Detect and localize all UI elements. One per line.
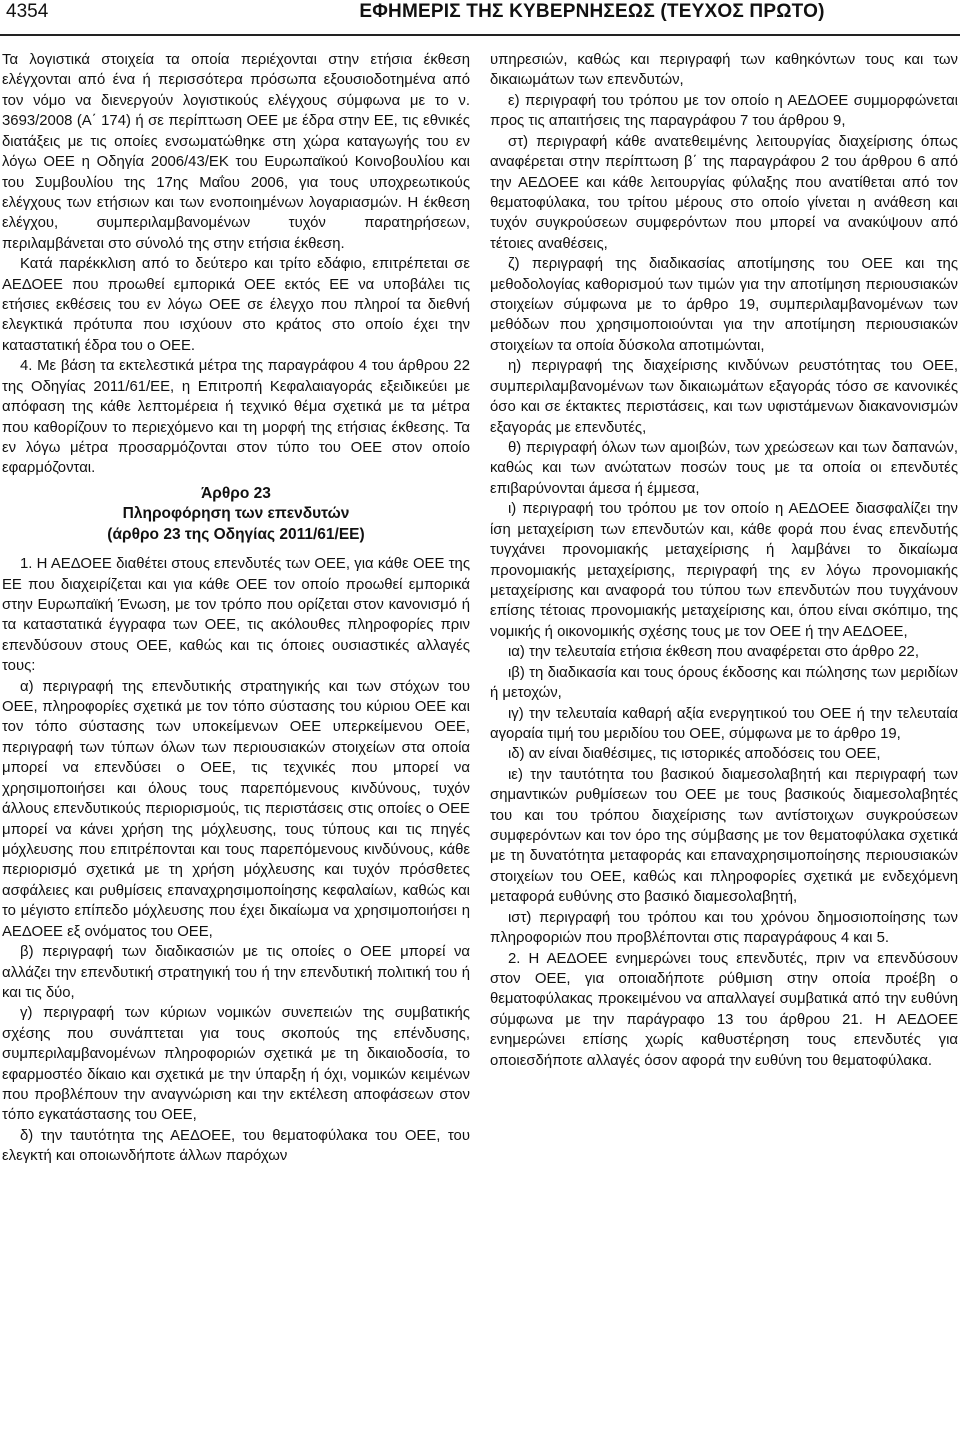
- paragraph: δ) την ταυτότητα της ΑΕΔΟΕΕ, του θεματοφύλακα του ΟΕΕ, του ελεγκτή και οποιωνδήποτε άλλων παρόχων: [2, 1127, 470, 1165]
- gazette-title: ΕΦΗΜΕΡΙΣ ΤΗΣ ΚΥΒΕΡΝΗΣΕΩΣ (ΤΕΥΧΟΣ ΠΡΩΤΟ): [359, 1, 825, 22]
- paragraph: ιστ) περιγραφή του τρόπου και του χρόνου δημοσιοποίησης των πληροφοριών που προβλέπονται στις παραγράφους 4 και 5.: [490, 909, 958, 947]
- article-heading: [2, 484, 470, 545]
- right-column: [490, 50, 958, 1071]
- paragraph: α) περιγραφή της επενδυτικής στρατηγικής και των στόχων του ΟΕΕ, πληροφορίες σχετικά με τον τόπο σύστασης του κύριου ΟΕΕ και τον τόπο σύστασης των υποκείμενων ΟΕΕ υπερκείμενου ΟΕΕ, περιγραφή των τύπων όλων των περιουσιακών στοιχείων στα οποία μπορεί να επενδύσει ο ΟΕΕ, τις τεχνικές που μπορεί να χρησιμοποιήσει και όλους τους παρεπόμενους κινδύνους, τυχόν άλλους επενδυτικούς περιορισμούς, τις περιστάσεις στις οποίες ο ΟΕΕ μπορεί να κάνει χρήση της μόχλευσης, τους τύπους και τις πηγές μόχλευσης που επιτρέπονται και τους παρεπόμενους κινδύνους, κάθε περιορισμό σχετικά με τη χρήση μόχλευσης και τυχόν πρόσθετες ασφάλειες και ρυθμίσεις επαναχρησιμοποίησης κεφαλαίων, καθώς και το μέγιστο επίπεδο μόχλευσης που έχει δικαίωμα να χρησιμοποιήσει η ΑΕΔΟΕΕ εξ ονόματος του ΟΕΕ,: [2, 678, 470, 940]
- article-source: (άρθρο 23 της Οδηγίας 2011/61/ΕΕ): [107, 525, 365, 543]
- paragraph: στ) περιγραφή κάθε ανατεθειμένης λειτουργίας διαχείρισης όπως αναφέρεται στην περίπτωση β΄ της παραγράφου 2 του άρθρου 6 από την ΑΕΔΟΕΕ και κάθε λειτουργίας φύλαξης που ανατίθεται από τον θεματοφύλακα, του τρίτου μέρους στο οποίο γίνεται η ανάθεση και τυχόν συγκρούσεων συμφερόντων που μπορεί να ανακύψουν από τέτοιες αναθέσεις,: [490, 133, 958, 252]
- paragraph: ε) περιγραφή του τρόπου με τον οποίο η ΑΕΔΟΕΕ συμμορφώνεται προς τις απαιτήσεις της παραγράφου 7 του άρθρου 9,: [490, 92, 958, 130]
- paragraph: 4. Με βάση τα εκτελεστικά μέτρα της παραγράφου 4 του άρθρου 22 της Οδηγίας 2011/61/ΕΕ, η Επιτροπή Κεφαλαιαγοράς εξειδικεύει με απόφαση της κάθε λεπτομέρεια ή τεχνικό θέμα σχετικά με τα μέτρα που καθορίζουν το περιεχόμενο και τη μορφή της ετήσιας έκθεσης. Τα εν λόγω μέτρα προσαρμόζονται στον τύπο του ΟΕΕ στον οποίο εφαρμόζονται.: [2, 358, 470, 477]
- paragraph: ιβ) τη διαδικασία και τους όρους έκδοσης και πώλησης των μεριδίων ή μετοχών,: [490, 664, 958, 702]
- paragraph: Κατά παρέκκλιση από το δεύτερο και τρίτο εδάφιο, επιτρέπεται σε ΑΕΔΟΕΕ που προωθεί εμπορικά ΟΕΕ εκτός ΕΕ να υποβάλει τις ετήσιες εκθέσεις του εν λόγω ΟΕΕ σε έλεγχο που πληροί τα διεθνή ελεγκτικά πρότυπα που ισχύουν στο κράτος στο οποίο έχει την καταστατική έδρα του ο ΟΕΕ.: [2, 256, 470, 354]
- paragraph: θ) περιγραφή όλων των αμοιβών, των χρεώσεων και των δαπανών, καθώς και των ανώτατων ποσών τους με τα οποία οι επενδυτές επιβαρύνονται άμεσα ή έμμεσα,: [490, 440, 958, 497]
- paragraph: β) περιγραφή των διαδικασιών με τις οποίες ο ΟΕΕ μπορεί να αλλάζει την επενδυτική στρατηγική του ή την επενδυτική πολιτική του ή και τις δύο,: [2, 944, 470, 1001]
- paragraph: ια) την τελευταία ετήσια έκθεση που αναφέρεται στο άρθρο 22,: [508, 644, 919, 661]
- article-number: Άρθρο 23: [201, 484, 271, 502]
- left-column: [2, 50, 470, 1167]
- paragraph: υπηρεσιών, καθώς και περιγραφή των καθηκόντων τους και των δικαιωμάτων των επενδυτών,: [490, 52, 958, 89]
- paragraph: ιδ) αν είναι διαθέσιμες, τις ιστορικές αποδόσεις του ΟΕΕ,: [508, 746, 881, 763]
- paragraph: 1. Η ΑΕΔΟΕΕ διαθέτει στους επενδυτές των ΟΕΕ, για κάθε ΟΕΕ της ΕΕ που διαχειρίζεται και για κάθε ΟΕΕ τον οποίο προωθεί εμπορικά στην Ευρωπαϊκή Ένωση, με τον τρόπο που ορίζεται στον κανονισμό ή τα καταστατικά έγγραφα των ΟΕΕ, τις ακόλουθες πληροφορίες πριν επενδύσουν στους ΟΕΕ, καθώς και τις όποιες ουσιαστικές αλλαγές τους:: [2, 556, 470, 675]
- paragraph: ζ) περιγραφή της διαδικασίας αποτίμησης του ΟΕΕ και της μεθοδολογίας καθορισμού των τιμών για την αποτίμηση περιουσιακών στοιχείων σύμφωνα με το άρθρο 19, συμπεριλαμβανομένων των μεθόδων που χρησιμοποιούνται για την αποτίμηση περιουσιακών στοιχείων τα οποία δύσκολα αποτιμώνται,: [490, 256, 958, 354]
- page-number: 4354: [6, 1, 49, 22]
- paragraph: ι) περιγραφή του τρόπου με τον οποίο η ΑΕΔΟΕΕ διασφαλίζει την ίση μεταχείριση των επενδυτών και, κάθε φορά που ένας επενδυτής τυγχάνει προνομιακής μεταχείρισης ή λαμβάνει το δικαίωμα προνομιακής μεταχείρισης, περιγραφή της εν λόγω προνομιακής μεταχείρισης και αναφορά του τύπου των επενδυτών που τυγχάνουν επίσης τέτοιας προνομιακής μεταχείρισης και, όπου είναι σκόπιμο, της νομικής ή οικονομικής σχέσης τους με τον ΟΕΕ ή την ΑΕΔΟΕΕ,: [490, 501, 958, 640]
- paragraph: Τα λογιστικά στοιχεία τα οποία περιέχονται στην ετήσια έκθεση ελέγχονται από ένα ή περισσότερα πρόσωπα εξουσιοδοτημένα από τον νόμο να διενεργούν λογιστικούς ελέγχους σύμφωνα με το ν. 3693/2008 (Α΄ 174) ή σε περίπτωση ΟΕΕ με έδρα στην ΕΕ, τις εθνικές διατάξεις με τις οποίες ενσωματώθηκε στη χώρα καταγωγής του εν λόγω ΟΕΕ η Οδηγία 2006/43/ΕΚ του Ευρωπαϊκού Κοινοβουλίου και του Συμβουλίου της 17ης Μαΐου 2006, για τους υποχρεωτικούς ελέγχους των ετήσιων και των ενοποιημένων λογαριασμών. Η έκθεση ελέγχου, συμπεριλαμβανομένων τυχόν παρατηρήσεων, περιλαμβάνεται στο σύνολό της στην ετήσια έκθεση.: [2, 52, 470, 252]
- paragraph: η) περιγραφή της διαχείρισης κινδύνων ρευστότητας του ΟΕΕ, συμπεριλαμβανομένων των δικαιωμάτων εξαγοράς τόσο σε κανονικές όσο και σε έκτακτες περιστάσεις, και των υφιστάμενων διακανονισμών εξαγοράς με επενδυτές,: [490, 358, 958, 436]
- article-title: Πληροφόρηση των επενδυτών: [122, 505, 350, 523]
- header-rule: [0, 34, 960, 36]
- paragraph: ιε) την ταυτότητα του βασικού διαμεσολαβητή και περιγραφή των σημαντικών ρυθμίσεων του ΟΕΕ με τους βασικούς διαμεσολαβητές του και του τρόπου διαχείρισης των αντίστοιχων συγκρούσεων συμφερόντων και τον όρο της σύμβασης με τον θεματοφύλακα σχετικά με τη δυνατότητα μεταφοράς και επαναχρησιμοποίησης περιουσιακών στοιχείων του ΟΕΕ, καθώς και πληροφορίες σχετικά με ενδεχόμενη μεταφορά ευθύνης στο βασικό διαμεσολαβητή,: [490, 766, 958, 906]
- paragraph: 2. Η ΑΕΔΟΕΕ ενημερώνει τους επενδυτές, πριν να επενδύσουν στον ΟΕΕ, για οποιαδήποτε ρύθμιση στην οποία προέβη ο θεματοφύλακας προκειμένου να απαλλαγεί συμβατικά από την ευθύνη σύμφωνα με την παράγραφο 13 του άρθρου 21. Η ΑΕΔΟΕΕ ενημερώνει επίσης χωρίς καθυστέρηση τους επενδυτές για οποιεσδήποτε αλλαγές όσον αφορά την ευθύνη του θεματοφύλακα.: [490, 950, 958, 1069]
- paragraph: γ) περιγραφή των κύριων νομικών συνεπειών της συμβατικής σχέσης που συνάπτεται για τους σκοπούς της επένδυσης, συμπεριλαμβανομένων πληροφοριών σχετικά με τη δικαιοδοσία, το εφαρμοστέο δίκαιο και σχετικά με την ύπαρξη ή όχι, νομικών κειμένων που προβλέπουν την αναγνώριση και την εκτέλεση αποφάσεων στον τόπο εγκατάστασης του ΟΕΕ,: [2, 1005, 470, 1124]
- paragraph: ιγ) την τελευταία καθαρή αξία ενεργητικού του ΟΕΕ ή την τελευταία αγοραία τιμή του μεριδίου του ΟΕΕ, σύμφωνα με το άρθρο 19,: [490, 705, 958, 742]
